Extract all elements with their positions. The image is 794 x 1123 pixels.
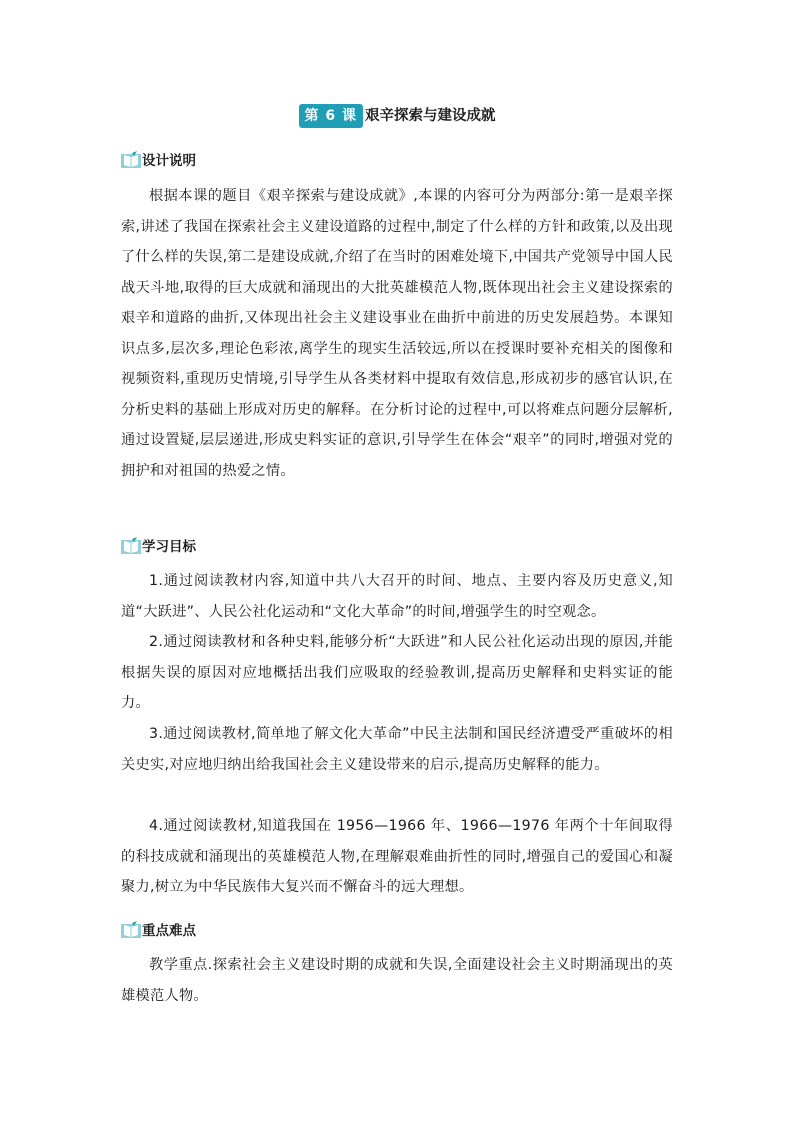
book-icon — [121, 537, 141, 554]
goal-item: 2.通过阅读教材和各种史料,能够分析“大跃进”和人民公社化运动出现的原因,并能根据失误的原因对应地概括出我们应吸取的经验教训,提高历史解释和史料实证的能力。 — [121, 634, 673, 711]
design-paragraph: 根据本课的题目《艰辛探索与建设成就》,本课的内容可分为两部分:第一是艰辛探索,讲述了我国在探索社会主义建设道路的过程中,制定了什么样的方针和政策,以及出现了什么样的失误,第二是建设成就,介绍了在当时的困难处境下,中国共产党领导中国人民战天斗地,取得的巨大成就和涌现出的大批英雄模范人物,既体现出社会主义建设探索的艰辛和道路的曲折,又体现出社会主义建设事业在曲折中前进的历史发展趋势。本课知识点多,层次多,理论色彩浓,离学生的现实生活较远,所以在授课时要补充相关的图像和视频资料,重现历史情境,引导学生从各类材料中提取有效信息,形成初步的感官认识,在分析史料的基础上形成对历史的解释。在分析讨论的过程中,可以将难点问题分层解析,通过设置疑,层层递进,形成史料实证的意识,引导学生在体会“艰辛”的同时,增强对党的拥护和对祖国的热爱之情。 — [121, 188, 673, 479]
keypoints-paragraph: 教学重点.探索社会主义建设时期的成就和失误,全面建设社会主义时期涌现出的英雄模范人物。 — [121, 957, 673, 1004]
goal-item: 3.通过阅读教材,简单地了解文化大革命”中民主法制和国民经济遭受严重破坏的相关史实,对应地归纳出给我国社会主义建设带来的启示,提高历史解释的能力。 — [121, 726, 673, 773]
section-heading-goals — [121, 535, 196, 555]
section-heading-keypoints — [121, 919, 196, 939]
section-title: 重点难点 — [142, 923, 196, 939]
section-title: 学习目标 — [142, 539, 196, 555]
book-icon — [121, 921, 141, 938]
goal-item: 1.通过阅读教材内容,知道中共八大召开的时间、地点、主要内容及历史意义,知道“大跃进”、人民公社化运动和“文化大革命”的时间,增强学生的时空观念。 — [121, 573, 673, 620]
lesson-title: 艰辛探索与建设成就 — [365, 108, 496, 124]
lesson-title-row — [0, 104, 794, 128]
book-icon — [121, 151, 141, 168]
section-title: 设计说明 — [142, 153, 196, 169]
section-heading-design — [121, 149, 196, 169]
goal-item: 4.通过阅读教材,知道我国在 1956—1966 年、1966—1976 年两个十年间取得的科技成就和涌现出的英雄模范人物,在理解艰难曲折性的同时,增强自己的爱国心和凝聚力,树立为中华民族伟大复兴而不懈奋斗的远大理想。 — [121, 818, 673, 895]
lesson-number-badge: 第 6 课 — [299, 104, 364, 128]
